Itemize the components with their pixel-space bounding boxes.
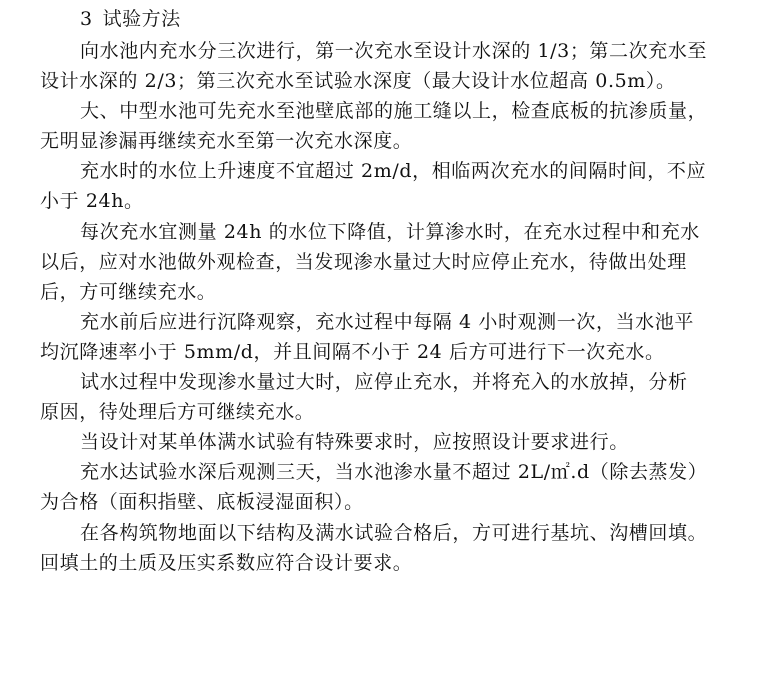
section-body [40, 36, 730, 578]
paragraph [40, 36, 730, 96]
paragraph-line: 后，方可继续充水。 [40, 280, 217, 303]
paragraph-line: 均沉降速率小于 5mm/d，并且间隔不小于 24 后方可进行下一次充水。 [40, 340, 665, 363]
section-number: 3 [80, 8, 93, 30]
paragraph [40, 217, 730, 307]
paragraph-line: 小于 24h。 [40, 190, 144, 213]
paragraph [40, 307, 730, 367]
paragraph-line: 充水达试验水深后观测三天，当水池渗水量不超过 2L/㎡.d（除去蒸发） [80, 461, 708, 484]
paragraph [40, 457, 730, 517]
paragraph-line: 为合格（面积指壁、底板浸湿面积）。 [40, 491, 364, 514]
paragraph-line: 回填土的土质及压实系数应符合设计要求。 [40, 551, 413, 574]
section-title: 试验方法 [102, 8, 181, 30]
paragraph-line: 每次充水宜测量 24h 的水位下降值，计算渗水时，在充水过程中和充水 [80, 220, 700, 243]
paragraph-line: 设计水深的 2/3；第三次充水至试验水深度（最大设计水位超高 0.5m）。 [40, 70, 676, 93]
paragraph [40, 96, 730, 156]
paragraph-line: 向水池内充水分三次进行，第一次充水至设计水深的 1/3；第二次充水至 [80, 40, 708, 62]
paragraph [40, 367, 730, 427]
paragraph-line: 无明显渗漏再继续充水至第一次充水深度。 [40, 130, 413, 153]
paragraph-line: 原因，待处理后方可继续充水。 [40, 401, 315, 424]
paragraph-line: 充水前后应进行沉降观察，充水过程中每隔 4 小时观测一次，当水池平 [80, 310, 694, 333]
paragraph-line: 在各构筑物地面以下结构及满水试验合格后，方可进行基坑、沟槽回填。 [80, 521, 708, 544]
paragraph-line: 以后，应对水池做外观检查，当发现渗水量过大时应停止充水，待做出处理 [40, 250, 687, 273]
paragraph [40, 518, 730, 578]
paragraph [40, 156, 730, 216]
paragraph-line: 充水时的水位上升速度不宜超过 2m/d，相临两次充水的间隔时间，不应 [80, 160, 707, 183]
paragraph-line: 大、中型水池可先充水至池壁底部的施工缝以上，检查底板的抗渗质量， [80, 100, 708, 123]
paragraph-line: 试水过程中发现渗水量过大时，应停止充水，并将充入的水放掉，分析 [80, 371, 688, 394]
paragraph-line: 当设计对某单体满水试验有特殊要求时，应按照设计要求进行。 [80, 431, 629, 454]
paragraph [40, 427, 730, 457]
section-heading [80, 4, 181, 34]
